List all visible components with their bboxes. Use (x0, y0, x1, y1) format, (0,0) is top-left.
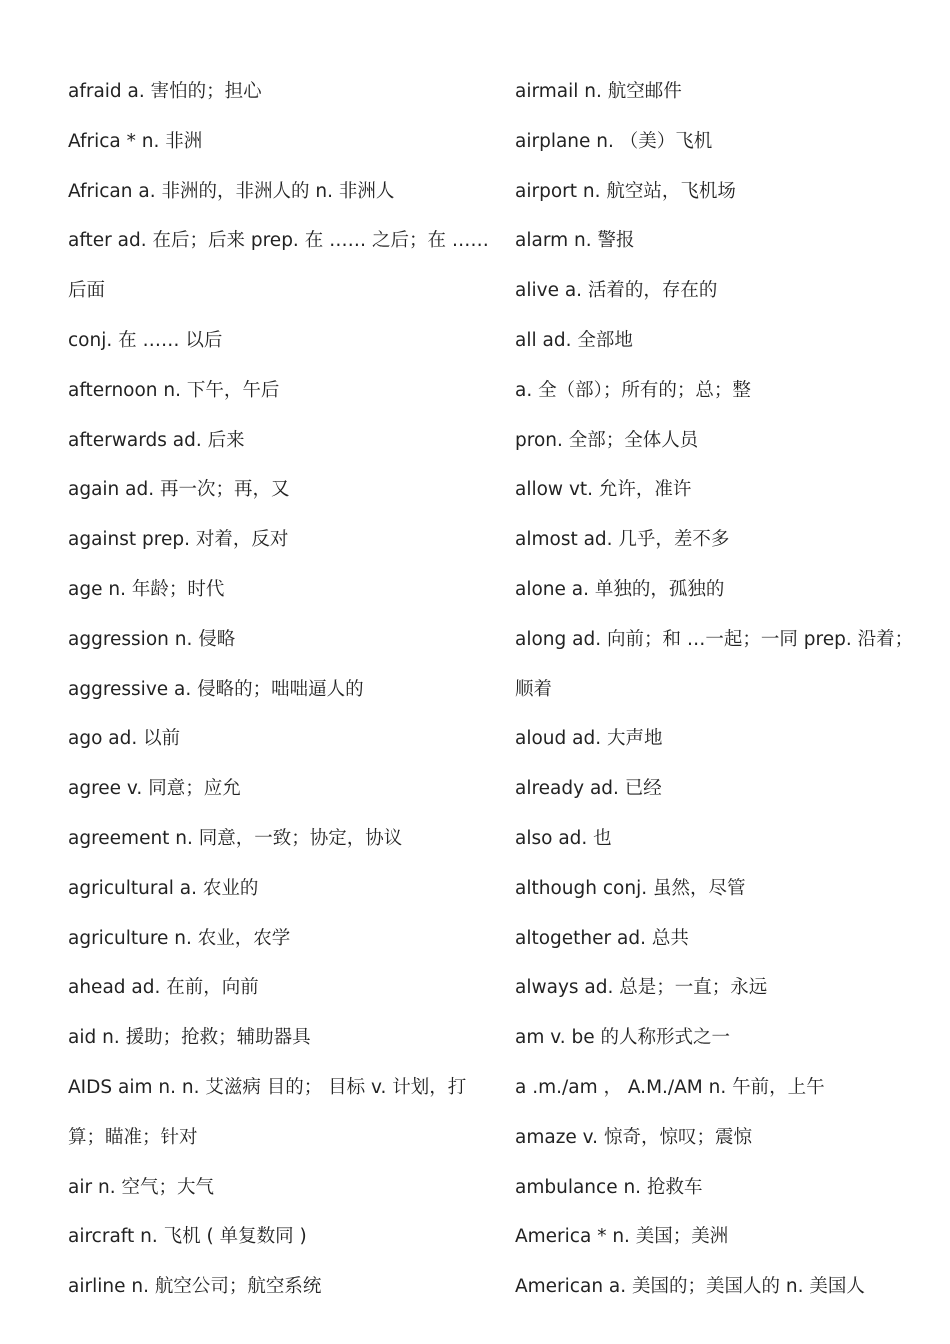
vocab-entry: agriculture n. 农业，农学 (68, 927, 291, 949)
vocab-entry: allow vt. 允许，准许 (515, 479, 692, 501)
vocab-entry: again ad. 再一次；再，又 (68, 479, 290, 501)
vocab-entry: pron. 全部；全体人员 (515, 429, 699, 451)
vocab-entry: amaze v. 惊奇，惊叹；震惊 (515, 1126, 752, 1148)
vocab-entry: ahead ad. 在前，向前 (68, 977, 259, 999)
vocab-entry: conj. 在 …… 以后 (68, 329, 223, 351)
vocab-entry: all ad. 全部地 (515, 329, 633, 351)
vocab-entry: always ad. 总是；一直；永远 (515, 977, 768, 999)
vocab-entry: 后面 (68, 280, 106, 302)
vocab-entry: ambulance n. 抢救车 (515, 1176, 703, 1198)
vocab-entry: 算；瞄准；针对 (68, 1126, 198, 1148)
vocab-entry: airline n. 航空公司；航空系统 (68, 1276, 322, 1298)
vocab-entry: airport n. 航空站，飞机场 (515, 180, 736, 202)
vocab-entry: age n. 年龄；时代 (68, 578, 225, 600)
vocab-entry: alarm n. 警报 (515, 230, 635, 252)
vocab-entry: a. 全（部）；所有的；总；整 (515, 379, 751, 401)
vocab-entry: almost ad. 几乎，差不多 (515, 529, 730, 551)
vocab-entry: aggression n. 侵略 (68, 628, 236, 650)
vocab-entry: altogether ad. 总共 (515, 927, 689, 949)
vocab-entry: agricultural a. 农业的 (68, 877, 259, 899)
vocab-entry: alive a. 活着的，存在的 (515, 280, 718, 302)
vocab-entry: agreement n. 同意，一致；协定，协议 (68, 827, 403, 849)
vocab-entry: aircraft n. 飞机 ( 单复数同 ) (68, 1226, 307, 1248)
vocab-entry: afraid a. 害怕的；担心 (68, 81, 262, 102)
vocab-entry: Africa * n. 非洲 (68, 130, 203, 152)
vocab-entry: afternoon n. 下午，午后 (68, 379, 280, 401)
vocab-entry: alone a. 单独的，孤独的 (515, 578, 725, 600)
vocab-entry: ago ad. 以前 (68, 728, 181, 750)
vocab-entry: agree v. 同意；应允 (68, 778, 241, 800)
vocab-entry: a .m./am ， A.M./AM n. 午前，上午 (515, 1076, 825, 1098)
vocab-entry: already ad. 已经 (515, 778, 662, 800)
vocab-entry: American a. 美国的；美国人的 n. 美国人 (515, 1276, 865, 1298)
vocab-entry: against prep. 对着，反对 (68, 529, 289, 551)
vocab-entry: America * n. 美国；美洲 (515, 1226, 729, 1248)
vocab-entry: aggressive a. 侵略的；咄咄逼人的 (68, 678, 364, 700)
vocab-entry: afterwards ad. 后来 (68, 429, 245, 451)
vocab-entry: air n. 空气；大气 (68, 1176, 214, 1198)
vocab-entry: aid n. 援助；抢救；辅助器具 (68, 1027, 311, 1049)
vocab-entry: 顺着 (515, 678, 553, 700)
right-column (515, 67, 935, 1312)
vocab-entry: along ad. 向前；和 …一起；一同 prep. 沿着； (515, 628, 914, 650)
vocab-entry: African a. 非洲的，非洲人的 n. 非洲人 (68, 180, 395, 202)
vocab-entry: am v. be 的人称形式之一 (515, 1027, 731, 1049)
vocab-entry: airplane n. （美）飞机 (515, 130, 713, 152)
vocab-entry: after ad. 在后；后来 prep. 在 …… 之后；在 …… (68, 230, 489, 252)
left-column (68, 67, 498, 1312)
vocab-entry: aloud ad. 大声地 (515, 728, 663, 750)
vocab-entry: also ad. 也 (515, 827, 612, 849)
vocab-entry: AIDS aim n. n. 艾滋病 目的； 目标 v. 计划，打 (68, 1076, 467, 1098)
vocab-entry: although conj. 虽然，尽管 (515, 877, 746, 899)
vocab-entry: airmail n. 航空邮件 (515, 81, 682, 102)
